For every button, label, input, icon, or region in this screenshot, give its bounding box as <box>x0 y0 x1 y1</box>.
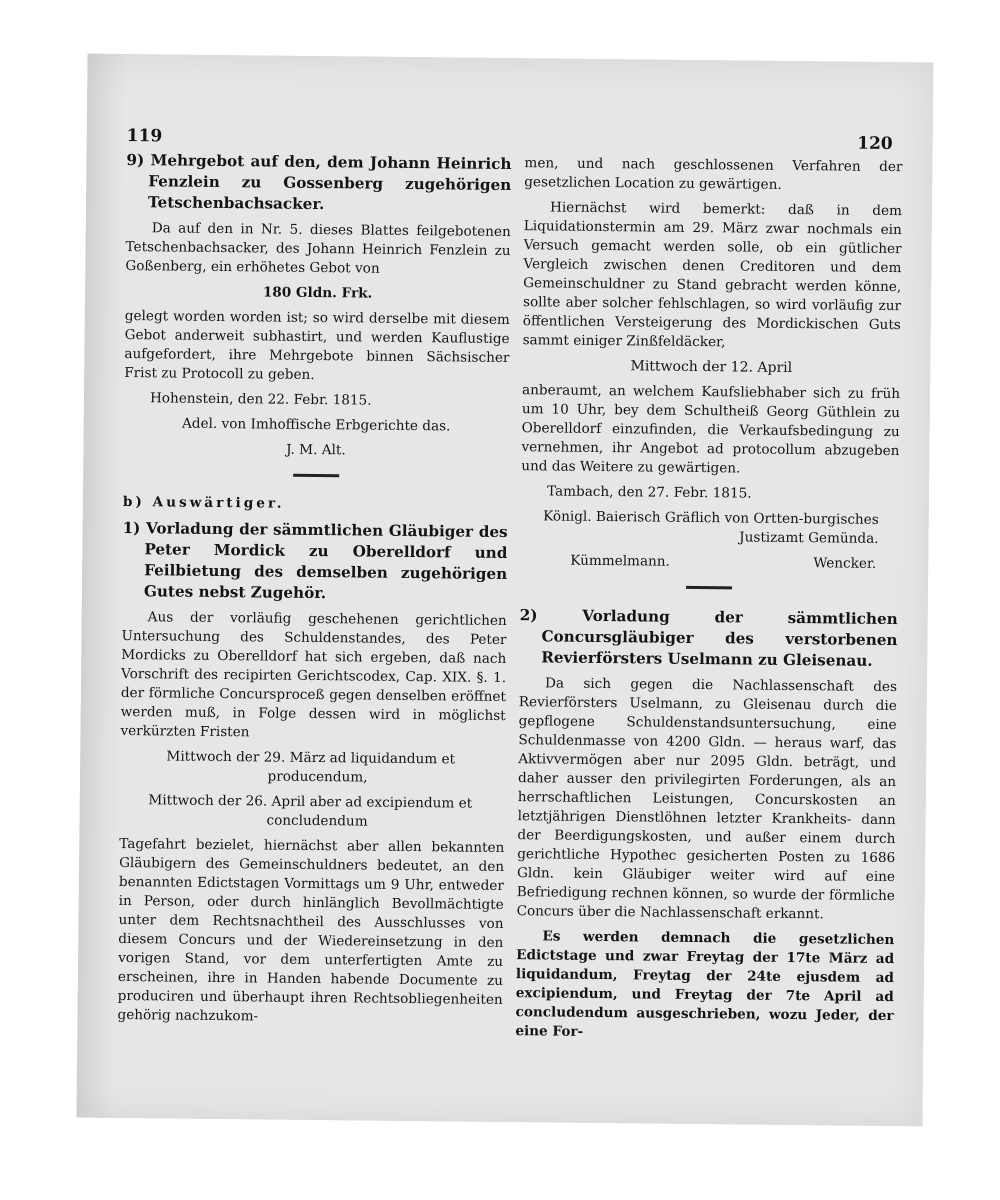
continuation-paragraph-2: Hiernächst wird bemerkt: daß in dem Liquidationstermin am 29. März zwar nochmals ein Versuch gemacht werden solle, ob ein gütlicher Vergleich zwischen denen Creditoren und dem Gemeinschuldner zu Stand gebracht werden könne, sollte aber solcher fehlschlagen, so wird vorläufig zur öffentlichen Versteigerung des Mordickischen Guts sammt einiger Zinßfeldäcker, <box>522 199 903 351</box>
section-9-paragraph-1: Da auf den in Nr. 5. dieses Blattes feilgebotenen Tetschenbachsacker, des Johann Heinrich Fenzlein zu Goßenberg, ein erhöhetes Gebot von <box>125 220 511 277</box>
subsection-heading: b) Auswärtiger. <box>122 493 285 512</box>
section-9-place-date: Hohenstein, den 22. Febr. 1815. <box>149 390 372 409</box>
section-heading-1: 1) Vorladung der sämmtlichen Gläubiger des Peter Mordick zu Oberelldorf und Feilbietung des demselben zugehörigen Gutes nebst Zugehör. <box>122 518 508 603</box>
section-divider <box>293 474 339 477</box>
continuation-paragraph-1: men, und nach geschlossenen Verfahren der gesetzlichen Location zu gewärtigen. <box>524 155 903 193</box>
section-2-paragraph-1: Da sich gegen die Nachlassenschaft des Revierförsters Uselmann, zu Gleisenau durch die gepflogene Schuldenstandsuntersuchung, eine Schuldenmasse von 4200 Gldn. — heraus warf, das Aktivvermögen aber nur 2095 Gldn. beträgt, und daher ausser den privilegirten Forderungen, als an herrschaftlichen Leistungen, Concurskosten an letztjährigen Dienstlöhnen letzter Krankheits- dann der Beerdigungskosten, und außer einem durch gerichtliche Hypothec gesicherten Posten zu 1686 Gldn. kein Gläubiger weiter wird auf eine Befriedigung rechnen können, so wurde der förmliche Concurs über die Nachlassenschaft erkannt. <box>516 675 898 923</box>
section-1-paragraph-1: Aus der vorläufig geschehenen gerichtlichen Untersuchung des Schuldenstandes, des Peter Mordicks zu Oberelldorf hat sich ergeben, daß nach Vorschrift des recipirten Gerichtscodex, Cap. XIX. §. 1. der förmliche Concursproceß gegen denselben eröffnet werden muß, in Folge dessen wird in möglichst verkürzten Fristen <box>120 609 507 741</box>
section-heading-9: 9) Mehrgebot auf den, dem Johann Heinrich Fenzlein zu Gossenberg zugehörigen Tetschenbachsacker. <box>126 151 512 214</box>
signer-kuemmelmann: Kümmelmann. <box>570 552 671 570</box>
signature-row <box>520 551 898 574</box>
section-9-court: Adel. von Imhoffische Erbgerichte das. <box>181 415 451 435</box>
section-heading-2: 2) Vorladung der sämmtlichen Concursgläubiger des verstorbenen Revierförsters Uselmann zu Gleisenau. <box>519 606 898 670</box>
scanned-page <box>76 54 933 1127</box>
section-1-paragraph-2: Tagefahrt bezielet, hiernächst aber allen bekannten Gläubigern des Gemeinschuldners bedeutet, an den benannten Edictstagen Vormittags um 9 Uhr, entweder in Person, oder durch hinlänglich Bevollmächtigte unter dem Rechtsnachtheil des Ausschlusses von diesem Concurs und der Wiedereinsetzung in den vorigen Stand, vor dem unterfertigten Amte zu erscheinen, ihre in Handen habende Documente zu produciren und überhaupt ihren Rechtsobliegenheiten gehörig nachzukom- <box>117 835 505 1025</box>
section-2-paragraph-2: Es werden demnach die gesetzlichen Edictstage und zwar Freytag der 17te März ad liquidandum, Freytag der 24te ejusdem ad excipiendum, und Freytag der 7te April ad concludendum ausgeschrieben, wozu Jeder, der eine For- <box>515 928 895 1040</box>
section-1-date-2: Mittwoch der 26. April aber ad excipiendum et concludendum <box>148 792 473 830</box>
section-1-date-1: Mittwoch der 29. März ad liquidandum et producendum, <box>166 748 456 786</box>
section-9-paragraph-2: gelegt worden worden ist; so wird derselbe mit diesem Gebot anderweit subhastirt, und werden Kauflustige aufgefordert, ihre Mehrgebote binnen Sächsischer Frist zu Protocoll zu geben. <box>124 308 510 383</box>
page-number-left: 119 <box>126 126 163 147</box>
continuation-place-date: Tambach, den 27. Febr. 1815. <box>546 483 752 502</box>
signer-wencker: Wencker. <box>813 555 877 572</box>
section-divider-right <box>686 586 732 589</box>
continuation-court: Königl. Baierisch Gräflich von Ortten-burgisches Justizamt Gemünda. <box>543 508 879 547</box>
section-9-amount: 180 Gldn. Frk. <box>262 284 373 302</box>
right-column <box>515 154 902 1051</box>
continuation-date: Mittwoch der 12. April <box>630 358 793 376</box>
left-column <box>117 150 511 1035</box>
page-number-right: 120 <box>857 133 893 155</box>
continuation-paragraph-3: anberaumt, an welchem Kaufsliebhaber sich zu früh um 10 Uhr, bey dem Schultheiß Georg Güthlein zu Oberelldorf einzufinden, die Verkaufsbedingung zu vernehmen, ihr Angebot ad protocollum abzugeben und das Weitere zu gewärtigen. <box>521 382 901 477</box>
section-9-signer: J. M. Alt. <box>286 441 346 459</box>
